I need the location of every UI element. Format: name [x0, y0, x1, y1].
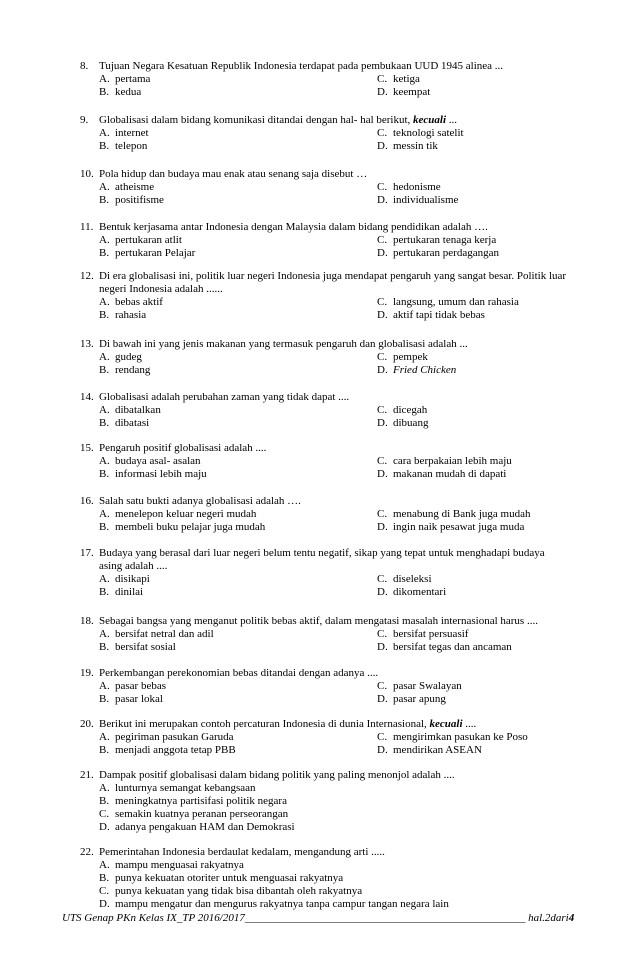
emphasis-kecuali: kecuali [413, 114, 447, 126]
option-d: D. dibuang [377, 417, 429, 429]
option-d: D. aktif tapi tidak bebas [377, 309, 485, 321]
question-number: 9. [80, 114, 89, 126]
option-d: D. mendirikan ASEAN [377, 744, 482, 756]
option-c: C. teknologi satelit [377, 127, 464, 139]
question-text: Berikut ini merupakan contoh percaturan Indonesia di dunia Internasional, kecuali .... [99, 718, 477, 730]
question-number: 8. [80, 60, 89, 72]
question-12 [80, 270, 570, 322]
option-a: A. budaya asal- asalan [99, 455, 201, 467]
question-number: 16. [80, 495, 94, 507]
option-b: B. rahasia [99, 309, 147, 321]
option-b: B. meningkatnya partisifasi politik negara [99, 795, 287, 807]
option-a: A. gudeg [99, 351, 142, 363]
option-d: D. dikomentari [377, 586, 447, 598]
option-b: B. bersifat sosial [99, 641, 176, 653]
question-22 [80, 846, 570, 911]
option-b: B. pertukaran Pelajar [99, 247, 196, 259]
question-text: Sebagai bangsa yang menganut politik bebas aktif, dalam mengatasi masalah internasional harus .... [99, 615, 538, 627]
option-a: A. mampu menguasai rakyatnya [99, 859, 244, 871]
question-11 [80, 221, 570, 260]
option-c: C. semakin kuatnya peranan perseorangan [99, 808, 289, 820]
question-number: 10. [80, 168, 94, 180]
question-number: 17. [80, 547, 94, 559]
question-15 [80, 442, 570, 481]
option-c: C. langsung, umum dan rahasia [377, 296, 519, 308]
option-c: C. punya kekuatan yang tidak bisa dibantah oleh rakyatnya [99, 885, 363, 897]
question-14 [80, 391, 570, 430]
question-text: Globalisasi adalah perubahan zaman yang tidak dapat .... [99, 391, 350, 403]
option-c: C. menabung di Bank juga mudah [377, 508, 531, 520]
option-c: C. pertukaran tenaga kerja [377, 234, 497, 246]
option-d: D. keempat [377, 86, 431, 98]
option-d: D. makanan mudah di dapati [377, 468, 507, 480]
question-number: 20. [80, 718, 94, 730]
option-c: C. dicegah [377, 404, 428, 416]
question-21 [80, 769, 570, 834]
question-text: Perkembangan perekonomian bebas ditandai dengan adanya .... [99, 667, 379, 679]
question-number: 15. [80, 442, 94, 454]
option-d: D. pertukaran perdagangan [377, 247, 499, 259]
question-8 [80, 60, 570, 99]
question-number: 12. [80, 270, 94, 282]
question-text: Salah satu bukti adanya globalisasi adalah …. [99, 495, 301, 507]
question-number: 14. [80, 391, 94, 403]
option-c: C. bersifat persuasif [377, 628, 469, 640]
option-c: C. mengirimkan pasukan ke Poso [377, 731, 528, 743]
option-b: B. punya kekuatan otoriter untuk menguasai rakyatnya [99, 872, 344, 884]
option-a: A. bebas aktif [99, 296, 163, 308]
option-a: A. pertukaran atlit [99, 234, 182, 246]
footer-rule: ___________________________________________________ [244, 912, 526, 924]
option-c: C. hedonisme [377, 181, 441, 193]
question-13 [80, 338, 570, 377]
option-d: D. ingin naik pesawat juga muda [377, 521, 525, 533]
option-c: C. pasar Swalayan [377, 680, 462, 692]
question-text: Pemerintahan Indonesia berdaulat kedalam, mengandung arti ..... [99, 846, 385, 858]
option-c: C. diseleksi [377, 573, 432, 585]
question-text: Pola hidup dan budaya mau enak atau senang saja disebut … [99, 168, 368, 180]
question-number: 18. [80, 615, 94, 627]
option-b: B. positifisme [99, 194, 164, 206]
question-10 [80, 168, 570, 207]
option-a: A. pasar bebas [99, 680, 167, 692]
option-b: B. membeli buku pelajar juga mudah [99, 521, 266, 533]
option-b: B. dibatasi [99, 417, 150, 429]
option-a: A. internet [99, 127, 149, 139]
option-b: B. menjadi anggota tetap PBB [99, 744, 236, 756]
footer-exam-label: UTS Genap PKn Kelas IX_TP 2016/2017 [62, 912, 245, 924]
option-a: A. pertama [99, 73, 151, 85]
question-text: Budaya yang berasal dari luar negeri belum tentu negatif, sikap yang tepat untuk menghadapi budaya asing adalah .... [99, 547, 545, 572]
option-d: D. mampu mengatur dan mengurus rakyatnya tanpa campur tangan negara lain [99, 898, 449, 910]
option-d: D. bersifat tegas dan ancaman [377, 641, 512, 653]
option-c: C. pempek [377, 351, 428, 363]
option-b: B. dinilai [99, 586, 144, 598]
question-16 [80, 495, 570, 534]
footer-page-total: 4 [568, 912, 575, 924]
question-20 [80, 718, 570, 757]
option-d: D. adanya pengakuan HAM dan Demokrasi [99, 821, 295, 833]
question-9 [80, 114, 570, 153]
question-text: Di bawah ini yang jenis makanan yang termasuk pengaruh dan globalisasi adalah ... [99, 338, 468, 350]
question-number: 21. [80, 769, 94, 781]
question-17 [80, 547, 570, 599]
option-a: A. bersifat netral dan adil [99, 628, 214, 640]
question-number: 13. [80, 338, 94, 350]
option-d: D. individualisme [377, 194, 459, 206]
option-a: A. dibatalkan [99, 404, 161, 416]
option-a: A. atheisme [99, 181, 155, 193]
option-a: A. pegiriman pasukan Garuda [99, 731, 234, 743]
option-b: B. rendang [99, 364, 151, 376]
question-18 [80, 615, 570, 654]
question-text: Tujuan Negara Kesatuan Republik Indonesia terdapat pada pembukaan UUD 1945 alinea ... [99, 60, 504, 72]
question-text: Bentuk kerjasama antar Indonesia dengan Malaysia dalam bidang pendidikan adalah …. [99, 221, 488, 233]
question-number: 22. [80, 846, 94, 858]
option-d: D. pasar apung [377, 693, 446, 705]
question-19 [80, 667, 570, 706]
option-a: A. disikapi [99, 573, 150, 585]
question-text: Di era globalisasi ini, politik luar negeri Indonesia juga mendapat pengaruh yang sangat besar. Politik luar negeri Indonesia adalah ...... [99, 270, 567, 295]
option-d: D. messin tik [377, 140, 438, 152]
option-d: D. Fried Chicken [377, 364, 457, 376]
emphasis-kecuali: kecuali [429, 718, 463, 730]
option-c: C. ketiga [377, 73, 420, 85]
question-text: Globalisasi dalam bidang komunikasi ditandai dengan hal- hal berikut, kecuali ... [99, 114, 458, 126]
option-b: B. telepon [99, 140, 148, 152]
question-number: 11. [80, 221, 94, 233]
option-b: B. informasi lebih maju [99, 468, 207, 480]
option-c: C. cara berpakaian lebih maju [377, 455, 512, 467]
question-text: Pengaruh positif globalisasi adalah .... [99, 442, 267, 454]
question-number: 19. [80, 667, 94, 679]
option-b: B. pasar lokal [99, 693, 163, 705]
option-b: B. kedua [99, 86, 142, 98]
question-text: Dampak positif globalisasi dalam bidang politik yang paling menonjol adalah .... [99, 769, 455, 781]
page-footer [62, 912, 575, 924]
option-a: A. lunturnya semangat kebangsaan [99, 782, 256, 794]
footer-page-prefix: hal.2dari [528, 912, 569, 924]
option-a: A. menelepon keluar negeri mudah [99, 508, 257, 520]
